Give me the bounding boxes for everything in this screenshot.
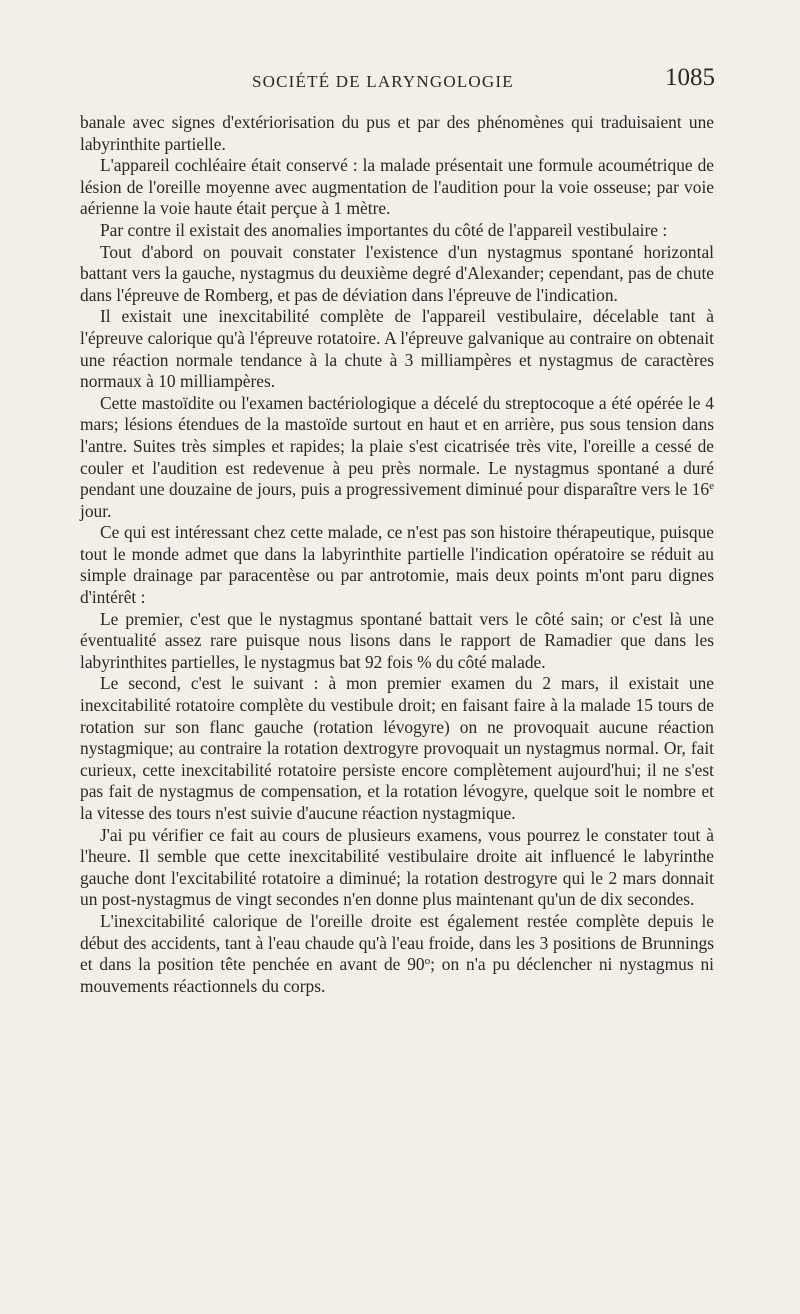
- after-percent: du côté malade.: [436, 651, 546, 672]
- paragraph-5: Il existait une inexcitabilité complète de l'appareil vestibulaire, décelable tant à l'épreuve calorique qu'à l'épreuve rotatoire. A l'épreuve galvanique au contraire on obtenait une réaction normale tendance à la chute à 3 milliampères et nystagmus de caractères normaux à 10 milliampères.: [80, 306, 714, 392]
- paragraph-7: Ce qui est intéressant chez cette malade, ce n'est pas son histoire thérapeutique, puisque tout le monde admet que dans la labyrinthite partielle l'indication opératoire se réduit au simple drainage par paracentèse ou par antrotomie, mais deux points m'ont paru dignes d'intérêt :: [80, 522, 714, 608]
- after-degree: ; on n'a pu déclencher ni nystagmus ni mouvements réactionnels du corps.: [80, 954, 714, 996]
- paragraph-2: L'appareil cochléaire était conservé : la malade présentait une formule acoumétrique de lésion de l'oreille moyenne avec augmentation de l'audition pour la voie osseuse; par voie aérienne la voie haute était perçue à 1 mètre.: [80, 155, 714, 219]
- percent-sign: %: [417, 651, 432, 672]
- paragraph-4: Tout d'abord on pouvait constater l'existence d'un nystagmus spontané horizontal battant vers la gauche, nystagmus du deuxième degré d'Alexander; cependant, pas de chute dans l'épreuve de Romberg, et pas de déviation dans l'épreuve de l'indication.: [80, 241, 714, 305]
- body-text: [80, 112, 714, 997]
- degree-number: 90: [407, 954, 425, 975]
- paragraph-9: Le second, c'est le suivant : à mon premier examen du 2 mars, il existait une inexcitabilité rotatoire complète du vestibule droit; en faisant faire à la malade 15 tours de rotation sur son flanc gauche (rotation lévogyre) on ne provoquait aucune réaction nystagmique; au contraire la rotation dextrogyre provoquait un nystagmus normal. Or, fait curieux, cette inexcitabilité rotatoire persiste encore complètement aujourd'hui; il ne s'est pas fait de nystagmus de compensation, et la rotation lévogyre, quelque soit le nombre et la vitesse des tours n'est suivie d'aucune réaction nystagmique.: [80, 673, 714, 823]
- page-header: [80, 64, 715, 96]
- paragraph-1: banale avec signes d'extériorisation du pus et par des phénomènes qui traduisaient une labyrinthite partielle.: [80, 112, 714, 154]
- day-number: 16: [691, 479, 710, 500]
- page-number: 1085: [665, 64, 715, 91]
- paragraph-6-text: Cette mastoïdite ou l'examen bactériologique a décelé du streptocoque a été opérée le 4 mars; lésions étendues de la mastoïde surtout en haut et en arrière, pus sous tension dans l'antre. Suites très simples et rapides; la plaie s'est cicatrisée très vite, l'oreille a cessé de couler et l'audition est redevenue à peu près normale. Le nystagmus spontané a duré pendant une douzaine de jours, puis a progressivement diminué pour disparaître vers le: [80, 392, 714, 500]
- day-superscript: e: [709, 480, 714, 493]
- running-title: SOCIÉTÉ DE LARYNGOLOGIE: [252, 72, 514, 91]
- paragraph-6: [80, 393, 714, 523]
- degree-superscript: o: [424, 955, 431, 968]
- paragraph-8: [80, 609, 714, 674]
- paragraph-11: [80, 911, 714, 997]
- paragraph-11-text: L'inexcitabilité calorique de l'oreille droite est également restée complète depuis le début des accidents, tant à l'eau chaude qu'à l'eau froide, dans les 3 positions de Brunnings et dans la position tête penchée en avant de: [80, 910, 714, 975]
- paragraph-3: Par contre il existait des anomalies importantes du côté de l'appareil vestibulaire :: [100, 219, 668, 240]
- paragraph-10: J'ai pu vérifier ce fait au cours de plusieurs examens, vous pourrez le constater tout à l'heure. Il semble que cette inexcitabilité vestibulaire droite ait influencé le labyrinthe gauche dont l'excitabilité rotatoire a diminué; la rotation destrogyre qui le 2 mars donnait un post-nystagmus de vingt secondes n'en donne plus maintenant qu'un de dix secondes.: [80, 824, 714, 910]
- day-word: jour.: [80, 500, 112, 521]
- paragraph-8-text: Le premier, c'est que le nystagmus spontané battait vers le côté sain; or c'est là une éventualité assez rare puisque nous lisons dans le rapport de Ramadier que dans les labyrinthites partielles, le nystagmus bat 92 fois: [80, 608, 714, 672]
